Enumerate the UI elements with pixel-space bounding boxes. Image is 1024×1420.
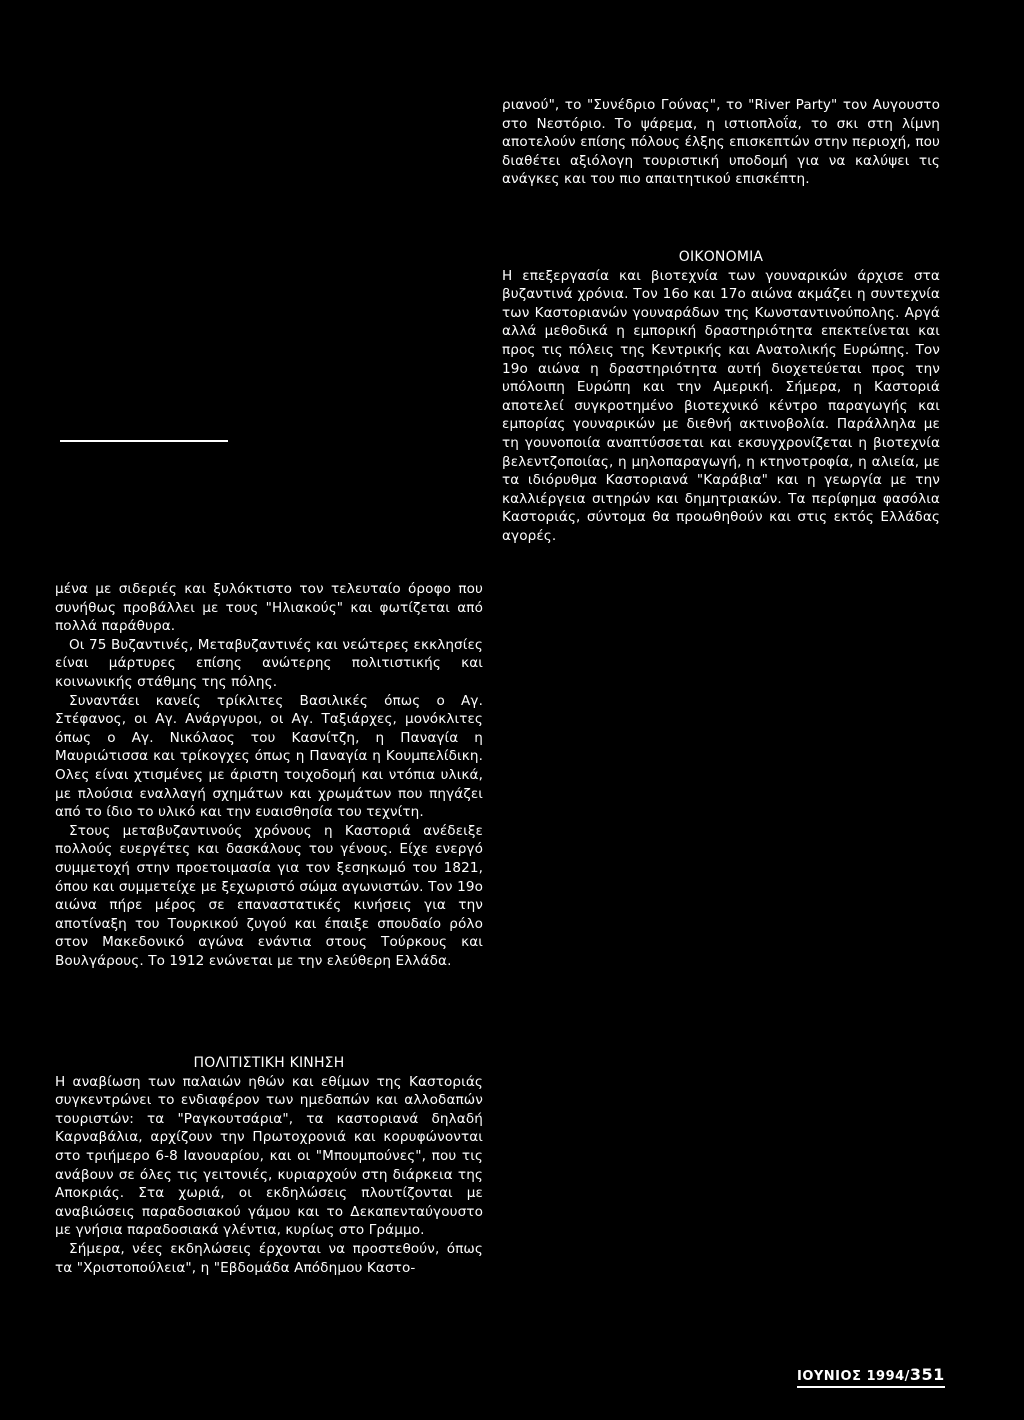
architecture-paragraph: μένα με σιδεριές και ξυλόκτιστο τον τελευταίο όροφο που συνήθως προβάλλει με τους "Ηλιακούς" και φωτίζεται από πολλά παράθυρα. — [55, 581, 483, 635]
horizontal-rule — [60, 440, 228, 442]
economy-section — [502, 248, 940, 546]
right-column-intro — [502, 96, 940, 189]
page-number: 351 — [909, 1365, 945, 1384]
page-footer — [797, 1367, 945, 1388]
customs-paragraph: Η αναβίωση των παλαιών ηθών και εθίμων της Καστοριάς συγκεντρώνει το ενδιαφέρον των ημεδαπών και αλλοδαπών τουριστών: τα "Ραγκουτσάρια", τα καστοριανά δηλαδή Καρναβάλια, αρχίζουν την Πρωτοχρονιά και κορυφώνονται στο τριήμερο 6-8 Ιανουαρίου, και οι "Μπουμπούνες", που τις ανάβουν σε όλες τις γειτονιές, κυριαρχούν στη διάρκεια της Αποκριάς. Στα χωριά, οι εκδηλώσεις πλουτίζονται με αναβιώσεις παραδοσιακού γάμου και το Δεκαπενταύγουστο με γνήσια παραδοσιακά γλέντια, κυρίως στο Γράμμο. — [55, 1073, 483, 1239]
issue-date: ΙΟΥΝΙΟΣ 1994/ — [797, 1369, 910, 1384]
events-paragraph: Σήμερα, νέες εκδηλώσεις έρχονται να προστεθούν, όπως τα "Χριστοπούλεια", η "Εβδομάδα Απόδημου Καστο- — [55, 1240, 483, 1276]
basilicas-paragraph: Συναντάει κανείς τρίκλιτες Βασιλικές όπως ο Αγ. Στέφανος, οι Αγ. Ανάργυροι, οι Αγ. Ταξιάρχες, μονόκλιτες όπως ο Αγ. Νικόλαος του Κασνίτζη, η Παναγία η Μαυριώτισσα και τρίκογχες όπως η Παναγία η Κουμπελίδικη. Ολες είναι χτισμένες με άριστη τοιχοδομή και ντόπια υλικά, με πλούσια εναλλαγή σχημάτων και χρωμάτων που πηγάζει από το ίδιο το υλικό και την ευαισθησία του τεχνίτη. — [55, 692, 483, 821]
intro-paragraph: ριανού", το "Συνέδριο Γούνας", το "River Party" τον Αυγουστο στο Νεστόριο. Το ψάρεμα, η ιστιοπλοΐα, το σκι στη λίμνη αποτελούν επίσης πόλους έλξης επισκεπτών στην περιοχή, που διαθέτει αξιόλογη τουριστική υποδομή για να καλύψει τις ανάγκες και του πιο απαιτητικού επισκέπτη. — [502, 97, 940, 188]
churches-paragraph: Οι 75 Βυζαντινές, Μεταβυζαντινές και νεώτερες εκκλησίες είναι μάρτυρες επίσης ανώτερης πολιτιστικής και κοινωνικής στάθμης της πόλης. — [55, 636, 483, 690]
left-column-main — [55, 580, 483, 970]
economy-paragraph: Η επεξεργασία και βιοτεχνία των γουναρικών άρχισε στα βυζαντινά χρόνια. Τον 16ο και 17ο αιώνα ακμάζει η συντεχνία των Καστοριανών γουναράδων της Κωνσταντινούπολης. Αργά αλλά μεθοδικά η εμπορική δραστηριότητα επεκτείνεται και προς τις πόλεις της Κεντρικής και Ανατολικής Ευρώπης. Τον 19ο αιώνα η δραστηριότητα αυτή διοχετεύεται προς την υπόλοιπη Ευρώπη και την Αμερική. Σήμερα, η Καστοριά αποτελεί συγκροτημένο βιοτεχνικό κέντρο παραγωγής και εμπορίας γουναρικών με διεθνή ακτινοβολία. Παράλληλα με τη γουνοποιία αναπτύσσεται και εκσυγχρονίζεται η βιοτεχνία βελεντζοποιίας, η μηλοπαραγωγή, η κτηνοτροφία, η αλιεία, με τα ιδιόρυθμα Καστοριανά "Καράβια" και η γεωργία με την καλλιέργεια σιτηρών και δημητριακών. Τα περίφημα φασόλια Καστοριάς, σύντομα θα προωθηθούν και στις εκτός Ελλάδας αγορές. — [502, 267, 940, 544]
economy-heading: ΟΙΚΟΝΟΜΙΑ — [678, 249, 764, 265]
history-paragraph: Στους μεταβυζαντινούς χρόνους η Καστοριά ανέδειξε πολλούς ευεργέτες και δασκάλους του γένους. Είχε ενεργό συμμετοχή στην προετοιμασία για τον ξεσηκωμό του 1821, όπου και συμμετείχε με ξεχωριστό σώμα αγωνιστών. Τον 19ο αιώνα πήρε μέρος σε επαναστατικές κινήσεις για την αποτίναξη του Τουρκικού ζυγού και έπαιξε σπουδαίο ρόλο στον Μακεδονικό αγώνα ενάντια στους Τούρκους και Βουλγάρους. Το 1912 ενώνεται με την ελεύθερη Ελλάδα. — [55, 822, 483, 969]
culture-heading: ΠΟΛΙΤΙΣΤΙΚΗ ΚΙΝΗΣΗ — [193, 1055, 345, 1071]
culture-section — [55, 1054, 483, 1277]
